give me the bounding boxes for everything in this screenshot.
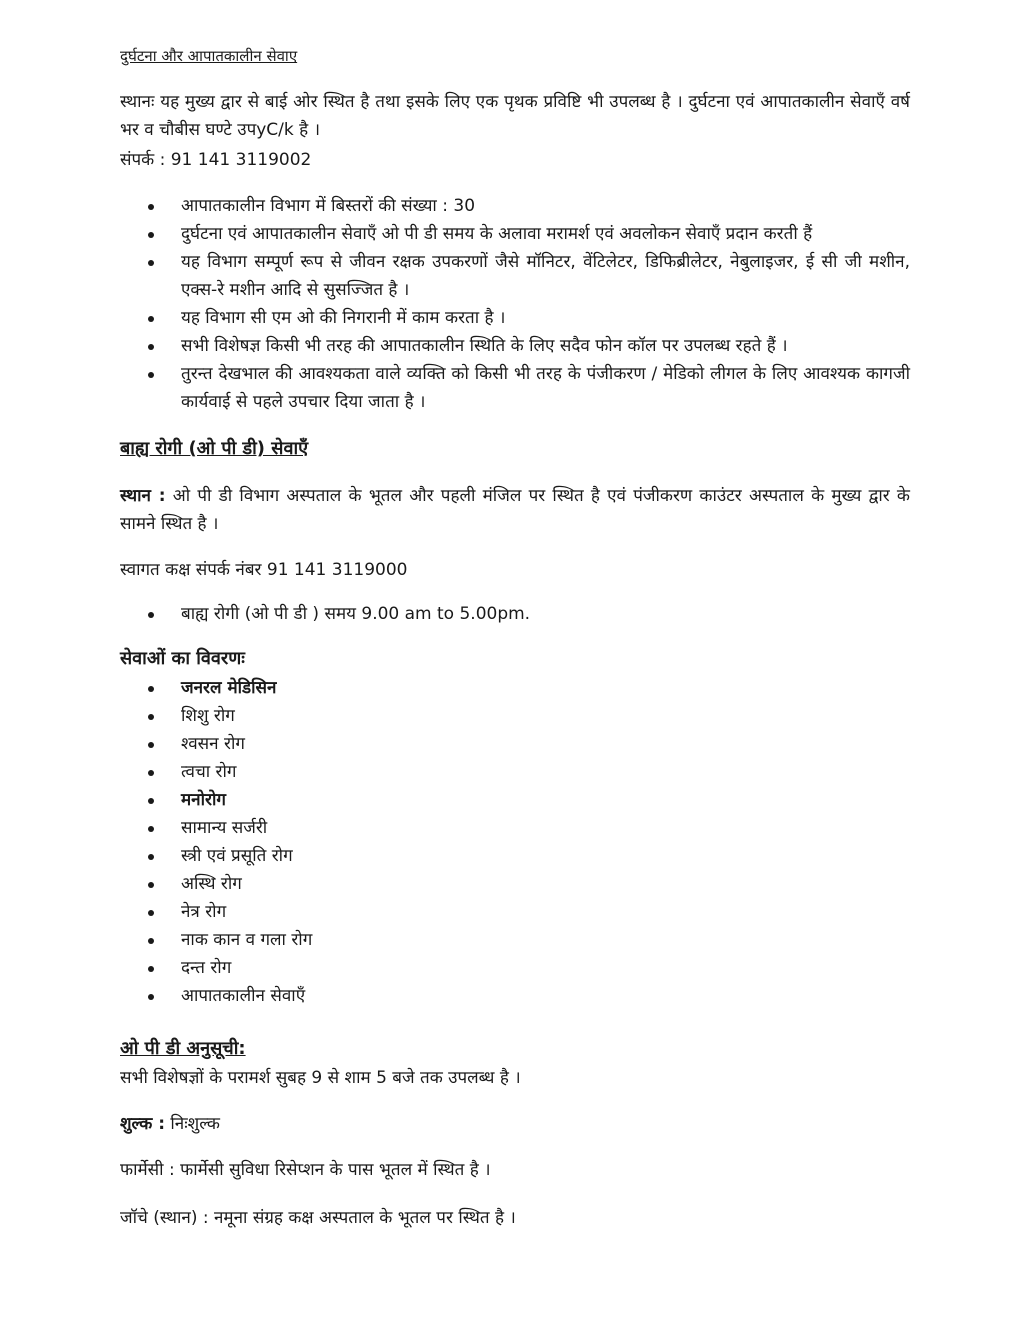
list-item: दुर्घटना एवं आपातकालीन सेवाएँ ओ पी डी समय के अलावा मरामर्श एवं अवलोकन सेवाएँ प्रदान करती हैं	[148, 220, 910, 248]
schedule-text: सभी विशेषज्ञों के परामर्श सुबह 9 से शाम 5 बजे तक उपलब्ध है ।	[120, 1068, 521, 1088]
list-item: स्त्री एवं प्रसूति रोग	[148, 842, 910, 870]
emergency-heading: दुर्घटना और आपातकालीन सेवाए	[120, 47, 298, 65]
list-item: श्वसन रोग	[148, 730, 910, 758]
pharmacy-line: फार्मेसी : फार्मेसी सुविधा रिसेप्शन के पास भूतल में स्थित है ।	[120, 1160, 491, 1180]
list-item: त्वचा रोग	[148, 758, 910, 786]
list-item: तुरन्त देखभाल की आवश्यकता वाले व्यक्ति को किसी भी तरह के पंजीकरण / मेडिको लीगल के लिए आवश्यक कागजी कार्यवाई से पहले उपचार दिया जाता है ।	[148, 360, 910, 416]
fee-value: निःशुल्क	[165, 1114, 220, 1134]
opd-location-text: ओ पी डी विभाग अस्पताल के भूतल और पहली मंजिल पर स्थित है एवं पंजीकरण काउंटर अस्पताल के मुख्य द्वार के सामने स्थित है ।	[120, 486, 910, 534]
fee-label: शुल्क :	[120, 1114, 165, 1134]
emergency-contact: संपर्क : 91 141 3119002	[120, 150, 312, 170]
list-item: अस्थि रोग	[148, 870, 910, 898]
schedule-heading: ओ पी डी अनुसूची:	[120, 1038, 246, 1059]
list-item: नेत्र रोग	[148, 898, 910, 926]
list-item: यह विभाग सी एम ओ की निगरानी में काम करता है ।	[148, 304, 910, 332]
list-item: नाक कान व गला रोग	[148, 926, 910, 954]
opd-heading: बाह्य रोगी (ओ पी डी) सेवाएँ	[120, 438, 309, 459]
opd-location-paragraph	[120, 482, 910, 538]
reception-contact: स्वागत कक्ष संपर्क नंबर 91 141 3119000	[120, 560, 408, 580]
list-item: शिशु रोग	[148, 702, 910, 730]
fee-line	[120, 1110, 910, 1138]
list-item: मनोरोग	[148, 786, 910, 814]
list-item: दन्त रोग	[148, 954, 910, 982]
tests-line: जॉचे (स्थान) : नमूना संग्रह कक्ष अस्पताल के भूतल पर स्थित है ।	[120, 1208, 516, 1228]
list-item: बाह्य रोगी (ओ पी डी ) समय 9.00 am to 5.00pm.	[148, 600, 910, 628]
services-heading: सेवाओं का विवरणः	[120, 648, 245, 669]
opd-location-label: स्थान :	[120, 486, 166, 506]
services-list	[148, 674, 910, 1010]
list-item: सभी विशेषज्ञ किसी भी तरह की आपातकालीन स्थिति के लिए सदैव फोन कॉल पर उपलब्ध रहते हैं ।	[148, 332, 910, 360]
list-item: यह विभाग सम्पूर्ण रूप से जीवन रक्षक उपकरणों जैसे मॉनिटर, वेंटिलेटर, डिफिब्रीलेटर, नेबुलाइजर, ई सी जी मशीन, एक्स-रे मशीन आदि से सुसज्जित है ।	[148, 248, 910, 304]
list-item: सामान्य सर्जरी	[148, 814, 910, 842]
list-item: जनरल मेडिसिन	[148, 674, 910, 702]
emergency-location-paragraph: स्थानः यह मुख्य द्वार से बाई ओर स्थित है तथा इसके लिए एक पृथक प्रविष्टि भी उपलब्ध है । दुर्घटना एवं आपातकालीन सेवाएँ वर्ष भर व चौबीस घण्टे उपyC/k है ।	[120, 92, 910, 140]
list-item: आपातकालीन सेवाएँ	[148, 982, 910, 1010]
list-item: आपातकालीन विभाग में बिस्तरों की संख्या : 30	[148, 192, 910, 220]
opd-timing-list	[148, 600, 910, 628]
emergency-points-list	[148, 192, 910, 416]
